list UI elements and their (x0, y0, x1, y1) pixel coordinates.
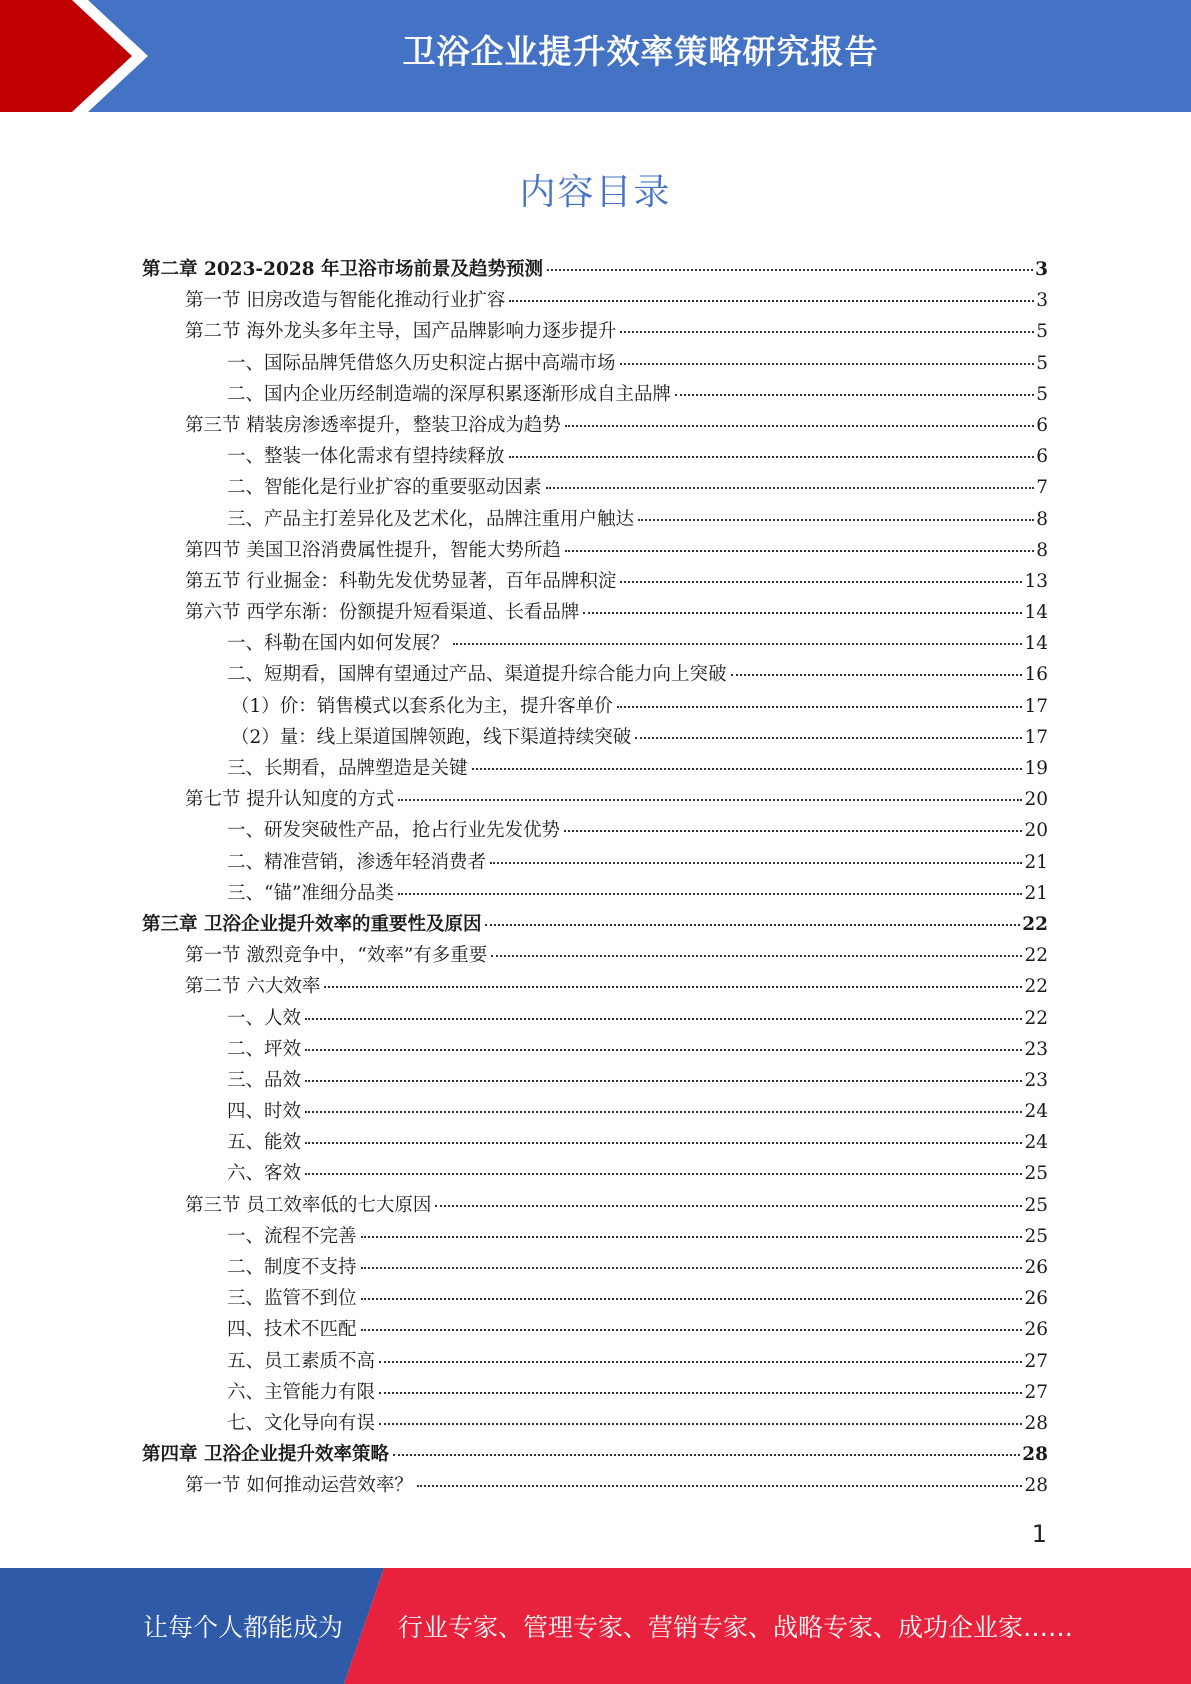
toc-entry-title: 三、监管不到位 (227, 1288, 357, 1310)
toc-entry-page-number: 5 (1036, 321, 1048, 343)
toc-entry-page-number: 25 (1024, 1225, 1048, 1247)
toc-dot-leader (305, 1079, 1022, 1082)
toc-dot-leader (417, 1484, 1023, 1487)
toc-entry-page-number: 3 (1036, 290, 1048, 312)
footer-slogan-right: 行业专家、管理专家、营销专家、战略专家、成功企业家…… (398, 1613, 1074, 1642)
toc-entry-title: 三、长期看，品牌塑造是关键 (227, 758, 468, 779)
toc-entry[interactable] (142, 909, 1048, 940)
toc-entry-title: 第二节 六大效率 (185, 976, 321, 998)
toc-dot-leader (453, 642, 1022, 645)
toc-entry[interactable] (142, 691, 1048, 722)
toc-entry-title: 一、研发突破性产品，抢占行业先发优势 (227, 820, 561, 842)
toc-dot-leader (583, 611, 1022, 614)
toc-dot-leader (379, 1391, 1022, 1394)
toc-entry-page-number: 28 (1024, 1412, 1048, 1434)
toc-entry[interactable] (142, 753, 1048, 784)
toc-dot-leader (305, 1110, 1022, 1113)
toc-dot-leader (731, 673, 1023, 676)
toc-dot-leader (472, 767, 1023, 770)
toc-entry-title: 二、短期看，国牌有望通过产品、渠道提升综合能力向上突破 (227, 664, 727, 686)
toc-entry-title: 三、产品主打差异化及艺术化，品牌注重用户触达 (227, 508, 635, 530)
toc-entry-title: 四、时效 (227, 1101, 302, 1123)
toc-entry[interactable] (142, 379, 1048, 410)
toc-entry-page-number: 7 (1036, 477, 1048, 499)
toc-entry-title: 第一节 如何推动运营效率？ (185, 1475, 413, 1497)
toc-entry-page-number: 19 (1024, 758, 1048, 779)
toc-entry[interactable] (142, 285, 1048, 316)
toc-entry-page-number: 21 (1024, 851, 1048, 873)
toc-dot-leader (398, 798, 1022, 801)
toc-entry[interactable] (142, 1127, 1048, 1158)
toc-entry[interactable] (142, 1377, 1048, 1408)
toc-entry-title: 一、流程不完善 (227, 1225, 357, 1247)
toc-entry-page-number: 5 (1036, 383, 1048, 405)
toc-entry-page-number: 16 (1024, 664, 1048, 686)
toc-entry-title: 第二节 海外龙头多年主导，国产品牌影响力逐步提升 (185, 321, 617, 343)
toc-entry-title: 第一节 激烈竞争中，“效率”有多重要 (185, 945, 488, 967)
toc-entry-page-number: 27 (1024, 1350, 1048, 1372)
toc-entry-page-number: 26 (1024, 1288, 1048, 1310)
toc-entry[interactable] (142, 348, 1048, 379)
toc-entry[interactable] (142, 1190, 1048, 1221)
toc-entry-page-number: 14 (1024, 602, 1048, 624)
toc-dot-leader (565, 549, 1034, 552)
toc-entry[interactable] (142, 1096, 1048, 1127)
toc-entry[interactable] (142, 847, 1048, 878)
toc-entry[interactable] (142, 722, 1048, 753)
toc-dot-leader (361, 1328, 1023, 1331)
toc-entry-page-number: 23 (1024, 1038, 1048, 1060)
toc-entry-page-number: 20 (1024, 820, 1048, 842)
toc-entry-page-number: 17 (1024, 726, 1048, 748)
toc-entry[interactable] (142, 566, 1048, 597)
toc-entry-title: 三、品效 (227, 1069, 302, 1091)
toc-entry-title: 四、技术不匹配 (227, 1319, 357, 1341)
toc-entry-title: 一、整装一体化需求有望持续释放 (227, 446, 505, 468)
toc-entry[interactable] (142, 1314, 1048, 1345)
toc-dot-leader (620, 330, 1034, 333)
toc-entry-page-number: 24 (1024, 1101, 1048, 1123)
toc-dot-leader (361, 1235, 1023, 1238)
toc-entry-page-number: 8 (1036, 539, 1048, 561)
toc-entry-title: 一、人效 (227, 1007, 302, 1029)
toc-entry-page-number: 22 (1024, 976, 1048, 998)
toc-entry-title: 二、制度不支持 (227, 1257, 357, 1278)
toc-entry[interactable] (142, 971, 1048, 1002)
toc-dot-leader (620, 362, 1035, 365)
toc-entry-title: 五、能效 (227, 1132, 302, 1154)
toc-dot-leader (617, 705, 1023, 708)
toc-entry-page-number: 20 (1024, 789, 1048, 811)
toc-dot-leader (393, 1453, 1020, 1456)
toc-entry[interactable] (142, 1221, 1048, 1252)
toc-entry[interactable] (142, 1346, 1048, 1377)
toc-entry[interactable] (142, 254, 1048, 285)
toc-entry[interactable] (142, 878, 1048, 909)
toc-entry-page-number: 21 (1024, 882, 1048, 904)
toc-entry[interactable] (142, 1034, 1048, 1065)
toc-entry-page-number: 6 (1036, 414, 1048, 436)
toc-entry[interactable] (142, 1252, 1048, 1283)
toc-entry[interactable] (142, 1408, 1048, 1439)
toc-entry-page-number: 17 (1024, 695, 1048, 717)
toc-entry-title: 一、国际品牌凭借悠久历史积淀占据中高端市场 (227, 352, 616, 374)
toc-heading: 内容目录 (519, 172, 672, 213)
toc-entry-page-number: 14 (1024, 633, 1048, 655)
toc-entry-page-number: 22 (1024, 1007, 1048, 1029)
toc-entry-title: 第四节 美国卫浴消费属性提升，智能大势所趋 (185, 539, 561, 561)
toc-entry-page-number: 25 (1024, 1194, 1048, 1216)
header-banner (0, 0, 1191, 112)
toc-entry[interactable] (142, 472, 1048, 503)
toc-entry-title: 七、文化导向有误 (227, 1412, 376, 1434)
toc-entry-title: 一、科勒在国内如何发展？ (227, 633, 450, 655)
toc-entry-title: 二、精准营销，渗透年轻消费者 (227, 851, 487, 873)
toc-dot-leader (305, 1017, 1022, 1020)
toc-dot-leader (361, 1297, 1023, 1300)
toc-entry-page-number: 28 (1022, 1444, 1048, 1466)
toc-entry-title: 六、客效 (227, 1163, 302, 1185)
toc-dot-leader (564, 829, 1022, 832)
toc-entry-title: 第二章 2023-2028 年卫浴市场前景及趋势预测 (142, 259, 544, 280)
toc-dot-leader (361, 1266, 1023, 1269)
toc-entry-page-number: 22 (1022, 913, 1048, 935)
toc-entry[interactable] (142, 940, 1048, 971)
toc-entry-title: 二、国内企业历经制造端的深厚积累逐渐形成自主品牌 (227, 383, 672, 405)
toc-entry[interactable] (142, 1439, 1048, 1470)
page-number: 1 (1031, 1520, 1047, 1548)
toc-entry[interactable] (142, 1003, 1048, 1034)
toc-entry-page-number: 8 (1036, 508, 1048, 530)
toc-dot-leader (485, 923, 1020, 926)
toc-dot-leader (398, 892, 1023, 895)
toc-entry[interactable] (142, 1065, 1048, 1096)
toc-dot-leader (675, 393, 1034, 396)
toc-entry-page-number: 26 (1024, 1257, 1048, 1278)
toc-dot-leader (379, 1422, 1022, 1425)
toc-entry-title: 第六节 西学东渐：份额提升短看渠道、长看品牌 (185, 602, 580, 624)
toc-entry[interactable] (142, 316, 1048, 347)
toc-entry-title: 三、“锚”准细分品类 (227, 882, 394, 904)
toc-dot-leader (565, 424, 1034, 427)
toc-entry[interactable] (142, 815, 1048, 846)
toc-entry-title: 第三章 卫浴企业提升效率的重要性及原因 (142, 913, 482, 935)
toc-dot-leader (635, 736, 1022, 739)
toc-entry[interactable] (142, 628, 1048, 659)
toc-entry[interactable] (142, 535, 1048, 566)
toc-entry-page-number: 22 (1024, 945, 1048, 967)
toc-dot-leader (305, 1048, 1022, 1051)
toc-entry-title: 第七节 提升认知度的方式 (185, 789, 395, 811)
toc-entry-page-number: 25 (1024, 1163, 1048, 1185)
toc-entry-title: 第三节 精装房渗透率提升，整装卫浴成为趋势 (185, 414, 561, 436)
toc-entry-title: 第四章 卫浴企业提升效率策略 (142, 1444, 389, 1466)
toc-entry-title: 六、主管能力有限 (227, 1381, 376, 1403)
toc-entry-page-number: 26 (1024, 1319, 1048, 1341)
toc-dot-leader (324, 985, 1022, 988)
toc-dot-leader (547, 268, 1033, 271)
red-chevron-shape (0, 0, 132, 112)
toc-entry-title: 第五节 行业掘金：科勒先发优势显著，百年品牌积淀 (185, 570, 617, 592)
toc-entry-title: 第一节 旧房改造与智能化推动行业扩容 (185, 290, 506, 312)
toc-dot-leader (379, 1360, 1022, 1363)
toc-entry[interactable] (142, 504, 1048, 535)
table-of-contents (142, 254, 1048, 1502)
toc-dot-leader (546, 486, 1035, 489)
toc-entry-title: 二、智能化是行业扩容的重要驱动因素 (227, 477, 542, 499)
toc-entry-title: 二、坪效 (227, 1038, 302, 1060)
toc-entry[interactable] (142, 410, 1048, 441)
toc-entry-title: （2）量：线上渠道国牌领跑，线下渠道持续突破 (231, 726, 632, 748)
toc-entry[interactable] (142, 784, 1048, 815)
toc-dot-leader (490, 861, 1022, 864)
toc-entry[interactable] (142, 1470, 1048, 1501)
toc-dot-leader (620, 580, 1022, 583)
toc-entry-page-number: 28 (1024, 1475, 1048, 1497)
toc-entry-page-number: 6 (1036, 446, 1048, 468)
toc-entry[interactable] (142, 1283, 1048, 1314)
toc-entry-page-number: 23 (1024, 1069, 1048, 1091)
toc-entry-title: 五、员工素质不高 (227, 1350, 376, 1372)
toc-dot-leader (305, 1172, 1022, 1175)
toc-entry[interactable] (142, 597, 1048, 628)
toc-entry-page-number: 27 (1024, 1381, 1048, 1403)
toc-entry-page-number: 13 (1024, 570, 1048, 592)
toc-entry-title: （1）价：销售模式以套系化为主，提升客单价 (231, 695, 613, 717)
toc-entry-page-number: 24 (1024, 1132, 1048, 1154)
toc-dot-leader (638, 518, 1034, 521)
toc-entry[interactable] (142, 659, 1048, 690)
toc-dot-leader (509, 299, 1034, 302)
footer-slogan-left: 让每个人都能成为 (143, 1613, 344, 1642)
toc-entry-title: 第三节 员工效率低的七大原因 (185, 1194, 432, 1216)
footer-banner (0, 1568, 1191, 1684)
toc-entry[interactable] (142, 1158, 1048, 1189)
toc-entry-page-number: 3 (1035, 259, 1048, 280)
report-title: 卫浴企业提升效率策略研究报告 (402, 32, 879, 71)
toc-entry-page-number: 5 (1036, 352, 1048, 374)
toc-dot-leader (305, 1141, 1022, 1144)
toc-entry[interactable] (142, 441, 1048, 472)
toc-dot-leader (509, 455, 1035, 458)
toc-dot-leader (435, 1204, 1022, 1207)
toc-dot-leader (491, 954, 1022, 957)
